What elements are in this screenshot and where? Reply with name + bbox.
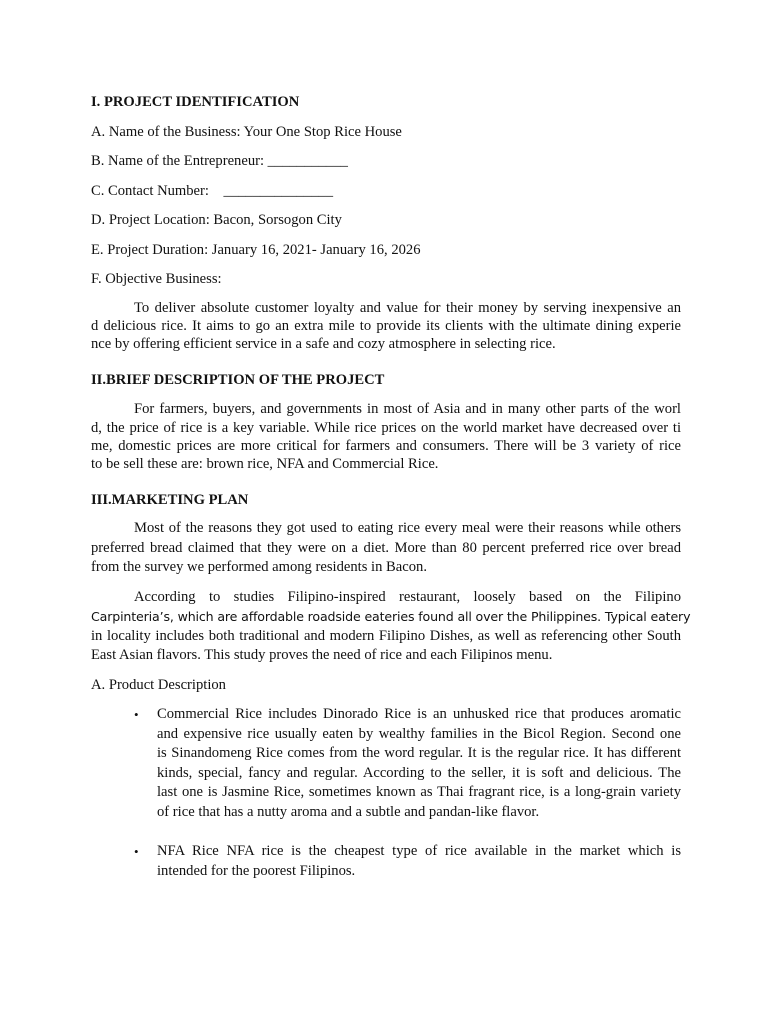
marketing-paragraph-1	[91, 519, 681, 578]
text-line: d, the price of rice is a key variable. While rice prices on the world market have decreased over ti	[91, 419, 681, 436]
bullet-icon: •	[134, 707, 139, 723]
section-heading-project-identification: I. PROJECT IDENTIFICATION	[91, 94, 300, 110]
text-line: To deliver absolute customer loyalty and value for their money by serving inexpensive an	[134, 299, 681, 316]
objective-paragraph	[91, 299, 681, 354]
text-line: East Asian flavors. This study proves the need of rice and each Filipinos menu.	[91, 647, 553, 664]
text-line: in locality includes both traditional and modern Filipino Dishes, as well as referencing other South	[91, 627, 681, 644]
text-line: from the survey we performed among residents in Bacon.	[91, 559, 427, 576]
text-line: NFA Rice NFA rice is the cheapest type of rice available in the market which is	[157, 843, 681, 860]
text-line: d delicious rice. It aims to go an extra mile to provide its clients with the ultimate dining experie	[91, 317, 681, 334]
description-paragraph	[91, 400, 681, 474]
text-line: nce by offering efficient service in a safe and cozy atmosphere in selecting rice.	[91, 336, 556, 353]
field-objective-label: F. Objective Business:	[91, 271, 222, 287]
marketing-paragraph-2	[91, 588, 691, 666]
section-heading-brief-description: II.BRIEF DESCRIPTION OF THE PROJECT	[91, 371, 385, 388]
text-line: For farmers, buyers, and governments in most of Asia and in many other parts of the worl	[134, 401, 681, 418]
field-contact-number: C. Contact Number: _______________	[91, 182, 333, 199]
text-line: me, domestic prices are more critical for farmers and consumers. There will be 3 variety of rice	[91, 438, 681, 455]
field-project-location: D. Project Location: Bacon, Sorsogon City	[91, 212, 342, 228]
text-line: is Sinandomeng Rice comes from the word regular. It is the regular rice. It has different	[157, 745, 681, 762]
field-entrepreneur-name: B. Name of the Entrepreneur: ___________	[91, 153, 348, 169]
field-project-duration: E. Project Duration: January 16, 2021- January 16, 2026	[91, 241, 421, 258]
text-line: Commercial Rice includes Dinorado Rice is an unhusked rice that produces aromatic	[157, 706, 681, 723]
text-line: and expensive rice usually eaten by wealthy families in the Bicol Region. Second one	[157, 725, 681, 742]
section-heading-marketing-plan: III.MARKETING PLAN	[91, 491, 249, 508]
list-spacer	[91, 822, 681, 842]
text-line: Carpinteria’s, which are affordable roadside eateries found all over the Philippines. Typical eatery	[91, 609, 691, 625]
bullet-text	[157, 705, 681, 822]
text-line: According to studies Filipino-inspired restaurant, loosely based on the Filipino	[134, 588, 681, 605]
text-line: intended for the poorest Filipinos.	[157, 862, 356, 879]
text-line: of rice that has a nutty aroma and a subtle and pandan-like flavor.	[157, 803, 540, 820]
text-line: kinds, special, fancy and regular. According to the seller, it is soft and delicious. The	[157, 764, 681, 781]
document-body	[91, 93, 691, 881]
text-line: Most of the reasons they got used to eating rice every meal were their reasons while others	[134, 520, 681, 537]
subheading-product-description: A. Product Description	[91, 676, 226, 693]
bullet-icon: •	[134, 844, 139, 860]
product-bullet-list	[91, 705, 681, 881]
text-line: last one is Jasmine Rice, sometimes known as Thai fragrant rice, is a long-grain variety	[157, 784, 681, 801]
text-line: preferred bread claimed that they were on a diet. More than 80 percent preferred rice over bread	[91, 539, 681, 556]
bullet-text	[157, 842, 681, 881]
text-line: to be sell these are: brown rice, NFA and Commercial Rice.	[91, 456, 439, 473]
list-item-nfa-rice	[91, 842, 681, 881]
list-item-commercial-rice	[91, 705, 681, 822]
field-business-name: A. Name of the Business: Your One Stop Rice House	[91, 123, 402, 140]
